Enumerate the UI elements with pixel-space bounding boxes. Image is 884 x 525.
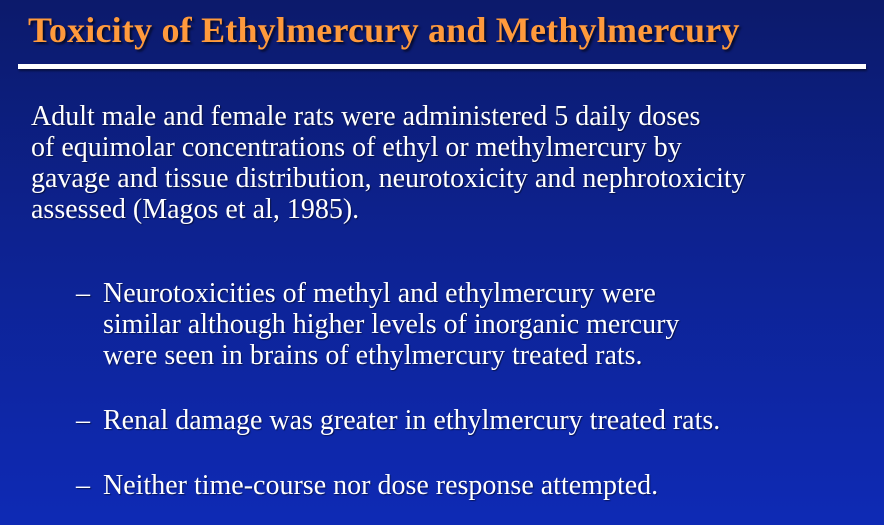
slide-title: Toxicity of Ethylmercury and Methylmercury [28,10,740,50]
bullet-line: similar although higher levels of inorganic mercury [103,309,680,340]
bullet-line: Neither time-course nor dose response attempted. [103,470,659,501]
intro-line: gavage and tissue distribution, neurotoxicity and nephrotoxicity [31,163,746,194]
intro-line: of equimolar concentrations of ethyl or methylmercury by [31,132,682,163]
intro-line: Adult male and female rats were administered 5 daily doses [31,101,701,132]
bullet-line: Renal damage was greater in ethylmercury treated rats. [103,405,721,436]
bullet-line: were seen in brains of ethylmercury treated rats. [103,340,643,371]
title-divider [18,64,866,69]
intro-line: assessed (Magos et al, 1985). [31,194,360,225]
intro-paragraph [31,101,871,225]
bullet-item-neurotoxicity [76,278,876,371]
bullet-item-dose-response [76,470,876,501]
bullet-item-renal-damage [76,405,876,436]
bullet-line: Neurotoxicities of methyl and ethylmercury were [103,278,656,309]
bullet-list [76,278,876,501]
bullet-dash: – [76,278,90,309]
bullet-dash: – [76,470,90,501]
bullet-dash: – [76,405,90,436]
